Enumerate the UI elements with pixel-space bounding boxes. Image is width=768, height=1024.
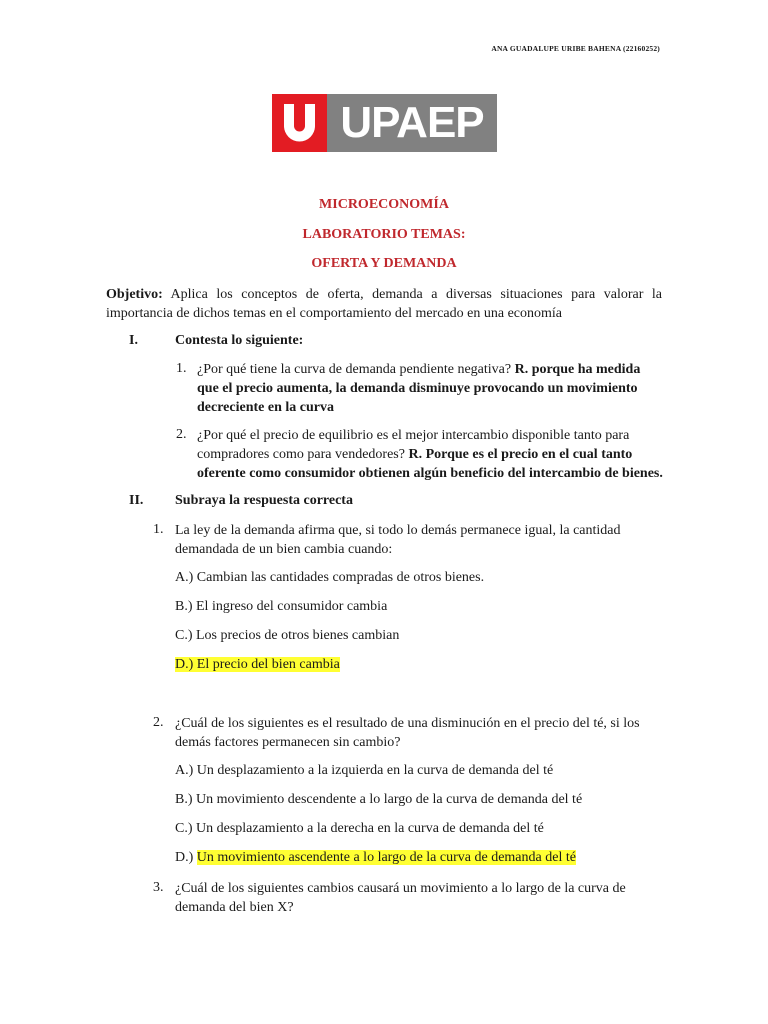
option-letter: D.) [175,850,194,865]
option-text: El precio del bien cambia [196,657,340,672]
highlighted-answer [175,657,340,672]
option-letter: C.) [175,628,193,643]
section-2-q3-number: 3. [153,880,164,895]
option-text: Un desplazamiento a la izquierda en la curva de demanda del té [196,763,554,778]
objective-label: Objetivo: [106,287,163,302]
section-1-numeral: I. [129,333,138,348]
option-text: Un desplazamiento a la derecha en la curva de demanda del té [196,821,544,836]
upaep-logo [272,94,497,152]
option-d[interactable] [175,849,576,866]
question-text: ¿Por qué el precio de equilibrio es el mejor intercambio disponible tanto para compradores como para vendedores? [197,428,630,462]
option-letter: A.) [175,570,194,585]
option-b[interactable] [175,791,582,808]
option-letter: B.) [175,792,193,807]
section-2-title: Subraya la respuesta correcta [175,493,353,508]
u-logo-icon [272,94,327,152]
option-letter: A.) [175,763,194,778]
answer-text: R. Porque es el precio en el cual tanto oferente como consumidor obtienen algún beneficio del intercambio de bienes. [197,447,663,481]
section-1-title: Contesta lo siguiente: [175,333,304,348]
section-2-q2-number: 2. [153,715,164,730]
option-b[interactable] [175,598,387,615]
option-text: Los precios de otros bienes cambian [196,628,400,643]
objective-text: Aplica los conceptos de oferta, demanda a diversas situaciones para valorar la importancia de dichos temas en el comportamiento del mercado en una economía [106,287,662,321]
option-c[interactable] [175,627,399,644]
option-text: Cambian las cantidades compradas de otros bienes. [196,570,485,585]
answer-text: R. porque ha medida que el precio aumenta, la demanda disminuye provocando un movimiento decreciente en la curva [197,362,641,415]
option-letter: D.) [175,657,194,672]
option-a[interactable] [175,569,484,586]
upaep-wordmark: UPAEP [327,94,497,152]
objective-paragraph [106,285,662,323]
section-1-q2 [197,426,665,483]
section-2-q2-text: ¿Cuál de los siguientes es el resultado de una disminución en el precio del té, si los demás factores permanecen sin cambio? [175,716,640,750]
option-d-highlighted[interactable] [175,656,340,673]
option-c[interactable] [175,820,544,837]
section-2-q1-text: La ley de la demanda afirma que, si todo lo demás permanece igual, la cantidad demandada de un bien cambia cuando: [175,523,621,557]
section-1-q1 [197,360,665,417]
option-text: El ingreso del consumidor cambia [196,599,388,614]
section-2-q3-text: ¿Cuál de los siguientes cambios causará un movimiento a lo largo de la curva de demanda del bien X? [175,881,626,915]
section-1-q1-number: 1. [176,361,187,376]
lab-title: LABORATORIO TEMAS: [302,227,466,242]
author-header: ANA GUADALUPE URIBE BAHENA (22160252) [491,44,660,53]
topic-title: OFERTA Y DEMANDA [311,256,457,271]
section-1-q2-number: 2. [176,427,187,442]
course-title: MICROECONOMÍA [319,197,449,212]
section-2-q1-number: 1. [153,522,164,537]
highlighted-answer: Un movimiento ascendente a lo largo de la curva de demanda del té [196,850,576,865]
option-letter: B.) [175,599,193,614]
option-text: Un movimiento descendente a lo largo de la curva de demanda del té [196,792,583,807]
question-text: ¿Por qué tiene la curva de demanda pendiente negativa? [197,362,512,377]
section-2-numeral: II. [129,493,144,508]
option-a[interactable] [175,762,553,779]
option-letter: C.) [175,821,193,836]
